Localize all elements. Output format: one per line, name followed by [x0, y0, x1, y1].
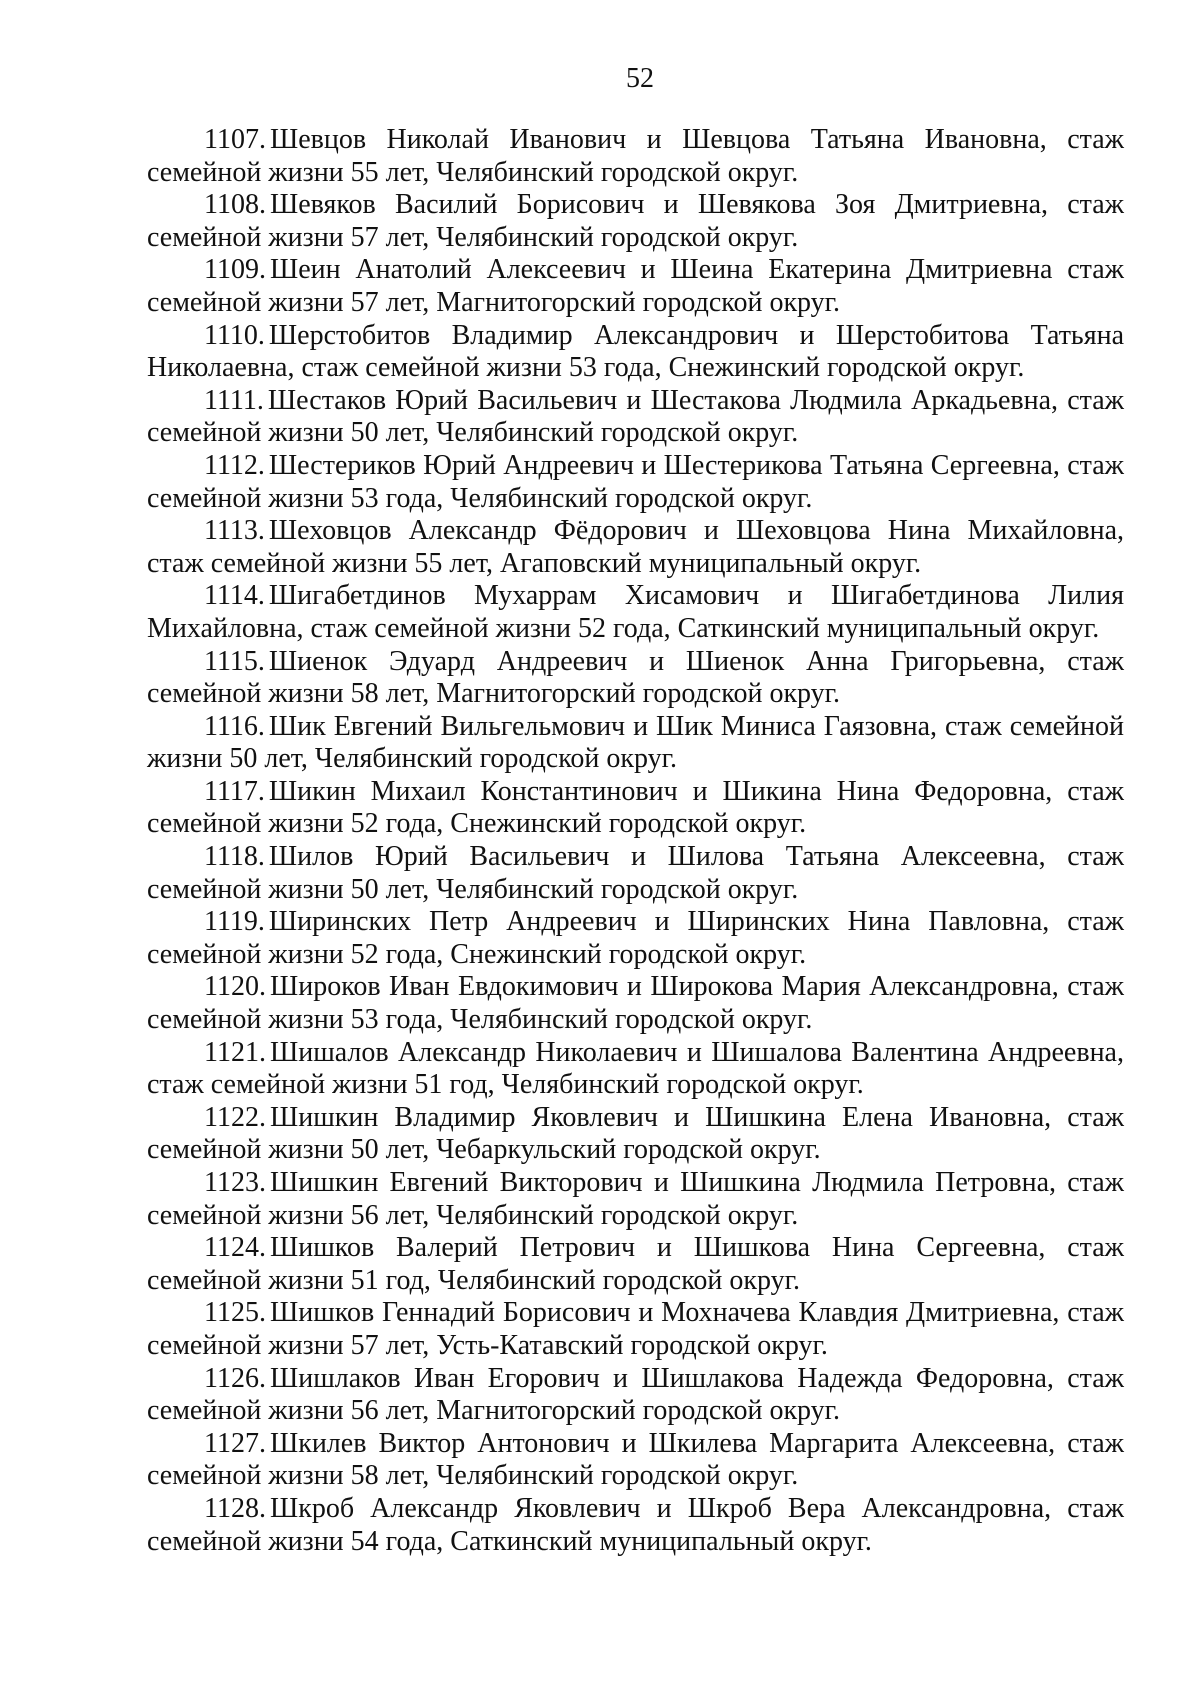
- entry-text: Шишалов Александр Николаевич и Шишалова Валентина Андреевна, стаж семейной жизни 51 год, Челябинский городской округ.: [147, 1036, 1124, 1101]
- entry-text: Шишлаков Иван Егорович и Шишлакова Надежда Федоровна, стаж семейной жизни 56 лет, Магнитогорский городской округ.: [147, 1362, 1124, 1427]
- list-item: [147, 1493, 1124, 1558]
- entry-text: Шигабетдинов Мухаррам Хисамович и Шигабетдинова Лилия Михайловна, стаж семейной жизни 52 года, Саткинский муниципальный округ.: [147, 580, 1124, 644]
- entry-number: 1119.: [204, 906, 265, 938]
- entry-text: Шестериков Юрий Андреевич и Шестерикова Татьяна Сергеевна, стаж семейной жизни 53 года, Челябинский городской округ.: [147, 449, 1124, 514]
- entry-number: 1116.: [204, 710, 265, 742]
- entry-text: Шевяков Василий Борисович и Шевякова Зоя Дмитриевна, стаж семейной жизни 57 лет, Челябинский городской округ.: [147, 189, 1124, 253]
- list-item: [147, 254, 1124, 319]
- entry-number: 1120.: [204, 971, 266, 1003]
- entry-text: Ширинских Петр Андреевич и Ширинских Нина Павловна, стаж семейной жизни 52 года, Снежинский городской округ.: [147, 906, 1124, 970]
- entry-text: Шестаков Юрий Васильевич и Шестакова Людмила Аркадьевна, стаж семейной жизни 50 лет, Челябинский городской округ.: [147, 384, 1124, 449]
- entry-number: 1113.: [204, 515, 265, 547]
- entry-text: Шишкин Евгений Викторович и Шишкина Людмила Петровна, стаж семейной жизни 56 лет, Челябинский городской округ.: [147, 1167, 1124, 1231]
- list-item: [147, 841, 1124, 906]
- list-item: [147, 1037, 1124, 1102]
- list-item: [147, 450, 1124, 515]
- entry-number: 1114.: [204, 580, 265, 612]
- entry-text: Шерстобитов Владимир Александрович и Шерстобитова Татьяна Николаевна, стаж семейной жизни 53 года, Снежинский городской округ.: [147, 319, 1124, 384]
- entry-number: 1109.: [204, 254, 266, 286]
- list-item: [147, 711, 1124, 776]
- entry-number: 1126.: [204, 1362, 266, 1394]
- entry-number: 1107.: [204, 124, 266, 155]
- entry-number: 1128.: [204, 1492, 266, 1524]
- entry-number: 1121.: [204, 1036, 266, 1068]
- entry-text: Шишков Геннадий Борисович и Мохначева Клавдия Дмитриевна, стаж семейной жизни 57 лет, Усть-Катавский городской округ.: [147, 1297, 1124, 1361]
- list-item: [147, 189, 1124, 254]
- list-item: [147, 320, 1124, 385]
- list-item: [147, 776, 1124, 841]
- entry-text: Шикин Михаил Константинович и Шикина Нина Федоровна, стаж семейной жизни 52 года, Снежинский городской округ.: [147, 775, 1124, 840]
- list-item: [147, 515, 1124, 580]
- list-item: [147, 971, 1124, 1036]
- entry-number: 1118.: [204, 841, 265, 873]
- list-item: [147, 580, 1124, 645]
- entry-text: Шкроб Александр Яковлевич и Шкроб Вера Александровна, стаж семейной жизни 54 года, Саткинский муниципальный округ.: [147, 1492, 1124, 1557]
- list-item: [147, 1232, 1124, 1297]
- page-number: 52: [626, 63, 654, 94]
- entry-text: Шеховцов Александр Фёдорович и Шеховцова Нина Михайловна, стаж семейной жизни 55 лет, Агаповский муниципальный округ.: [147, 515, 1124, 579]
- list-item: [147, 906, 1124, 971]
- entry-number: 1122.: [204, 1101, 266, 1133]
- list-item: [147, 1167, 1124, 1232]
- entry-text: Широков Иван Евдокимович и Широкова Мария Александровна, стаж семейной жизни 53 года, Челябинский городской округ.: [147, 971, 1124, 1036]
- entry-number: 1110.: [204, 319, 265, 351]
- entry-number: 1111.: [204, 384, 264, 416]
- list-item: [147, 646, 1124, 711]
- list-item: [147, 1102, 1124, 1167]
- entry-number: 1125.: [204, 1297, 266, 1329]
- entry-text: Шкилев Виктор Антонович и Шкилева Маргарита Алексеевна, стаж семейной жизни 58 лет, Челябинский городской округ.: [147, 1427, 1124, 1492]
- entry-number: 1127.: [204, 1427, 266, 1459]
- entry-number: 1124.: [204, 1232, 266, 1264]
- list-item: [147, 385, 1124, 450]
- entry-text: Шишков Валерий Петрович и Шишкова Нина Сергеевна, стаж семейной жизни 51 год, Челябинский городской округ.: [147, 1232, 1124, 1296]
- entry-text: Шик Евгений Вильгельмович и Шик Миниса Гаязовна, стаж семейной жизни 50 лет, Челябинский городской округ.: [147, 710, 1124, 775]
- entry-text: Шилов Юрий Васильевич и Шилова Татьяна Алексеевна, стаж семейной жизни 50 лет, Челябинский городской округ.: [147, 841, 1124, 905]
- entry-number: 1123.: [204, 1167, 266, 1198]
- entry-list: [147, 124, 1124, 1558]
- entry-text: Шишкин Владимир Яковлевич и Шишкина Елена Ивановна, стаж семейной жизни 50 лет, Чебаркульский городской округ.: [147, 1101, 1124, 1166]
- entry-number: 1108.: [204, 189, 266, 221]
- list-item: [147, 1428, 1124, 1493]
- entry-number: 1117.: [204, 775, 265, 807]
- list-item: [147, 1363, 1124, 1428]
- list-item: [147, 1297, 1124, 1362]
- entry-text: Шевцов Николай Иванович и Шевцова Татьяна Ивановна, стаж семейной жизни 55 лет, Челябинский городской округ.: [147, 124, 1124, 188]
- entry-number: 1115.: [204, 645, 265, 677]
- list-item: [147, 124, 1124, 189]
- entry-text: Шиенок Эдуард Андреевич и Шиенок Анна Григорьевна, стаж семейной жизни 58 лет, Магнитогорский городской округ.: [147, 645, 1124, 710]
- entry-text: Шеин Анатолий Алексеевич и Шеина Екатерина Дмитриевна стаж семейной жизни 57 лет, Магнитогорский городской округ.: [147, 254, 1124, 318]
- entry-number: 1112.: [204, 449, 265, 481]
